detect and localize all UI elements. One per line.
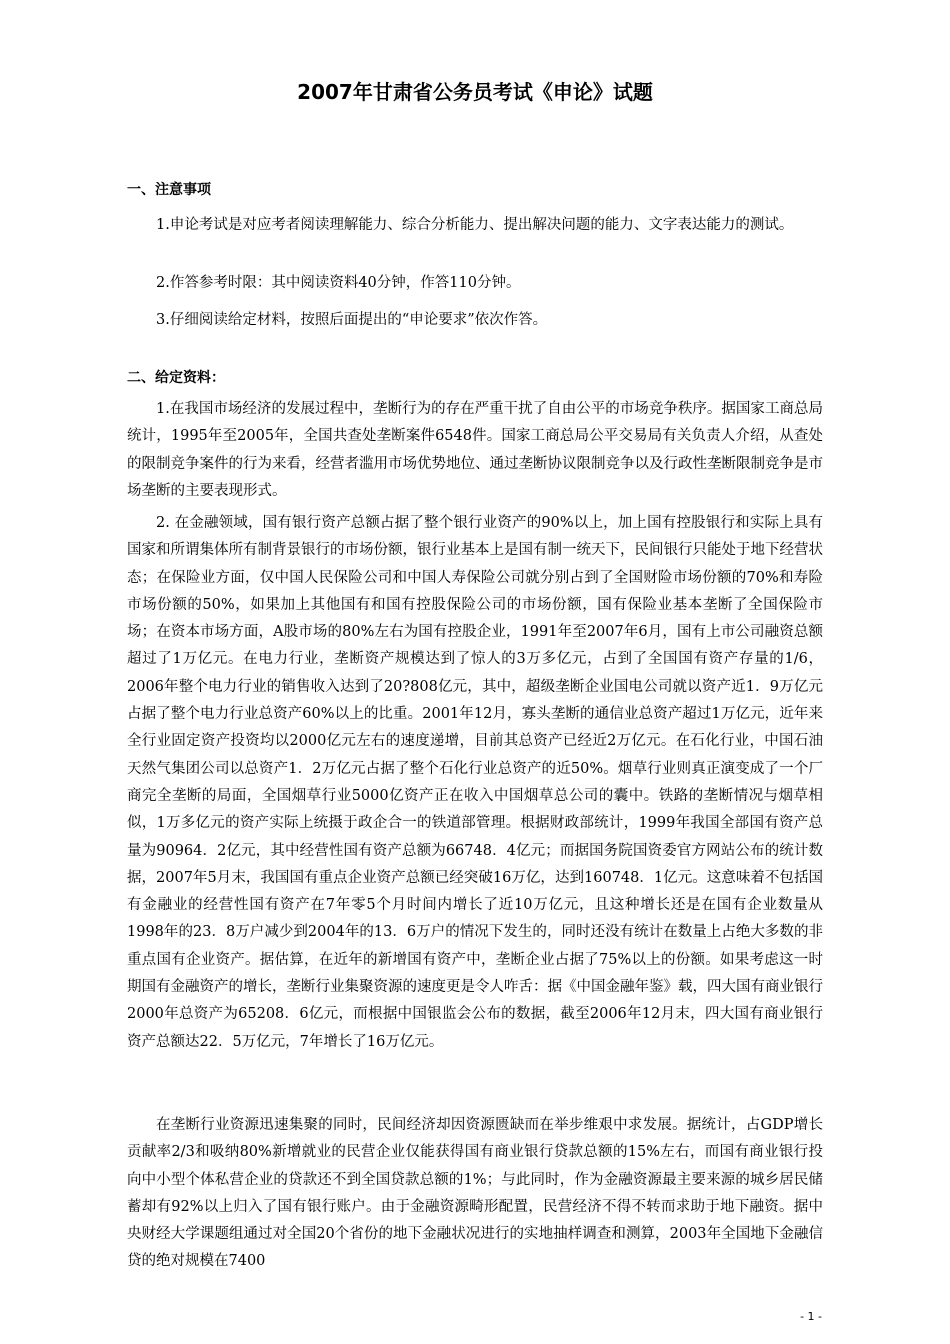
note-item: 3.仔细阅读给定材料，按照后面提出的“申论要求”依次作答。	[156, 312, 548, 328]
material-paragraph: 2. 在金融领域，国有银行资产总额占据了整个银行业资产的90%以上，加上国有控股银行和实际上具有国家和所谓集体所有制背景银行的市场份额，银行业基本上是国有制一统天下，民间银行只能处于地下经营状态；在保险业方面，仅中国人民保险公司和中国人寿保险公司就分别占到了全国财险市场份额的70%和寿险市场份额的50%，如果加上其他国有和国有控股保险公司的市场份额，国有保险业基本垄断了全国保险市场；在资本市场方面，A股市场的80%左右为国有控股企业，1991年至2007年6月，国有上市公司融资总额超过了1万亿元。在电力行业，垄断资产规模达到了惊人的3万多亿元，占到了全国国有资产存量的1/6，2006年整个电力行业的销售收入达到了20?808亿元，其中，超级垄断企业国电公司就以资产近1．9万亿元占据了整个电力行业总资产60%以上的比重。2001年12月，寡头垄断的通信业总资产超过1万亿元，近年来全行业固定资产投资均以2000亿元左右的速度递增，目前其总资产已经近2万亿元。在石化行业，中国石油天然气集团公司以总资产1．2万亿元占据了整个石化行业总资产的近50%。烟草行业则真正演变成了一个厂商完全垄断的局面，全国烟草行业5000亿资产正在收入中国烟草总公司的囊中。铁路的垄断情况与烟草相似，1万多亿元的资产实际上统摄于政企合一的铁道部管理。根据财政部统计，1999年我国全部国有资产总量为90964．2亿元，其中经营性国有资产总额为66748．4亿元；而据国务院国资委官方网站公布的统计数据，2007年5月末，我国国有重点企业资产总额已经突破16万亿，达到160748．1亿元。这意味着不包括国有金融业的经营性国有资产在7年零5个月时间内增长了近10万亿元，且这种增长还是在国有企业数量从1998年的23．8万户减少到2004年的13．6万户的情况下发生的，同时还没有统计在数量上占绝大多数的非重点国有企业资产。据估算，在近年的新增国有资产中，垄断企业占据了75%以上的份额。如果考虑这一时期国有金融资产的增长，垄断行业集聚资源的速度更是令人咋舌：据《中国金融年鉴》载，四大国有商业银行2000年总资产为65208．6亿元，而根据中国银监会公布的数据，截至2006年12月末，四大国有商业银行资产总额达22．5万亿元，7年增长了16万亿元。	[127, 515, 823, 1050]
page-number: - 1 -	[800, 1310, 822, 1323]
materials-heading: 二、给定资料：	[127, 370, 225, 386]
notes-heading: 一、注意事项	[127, 182, 211, 198]
material-paragraph: 在垄断行业资源迅速集聚的同时，民间经济却因资源匮缺而在举步维艰中求发展。据统计，占GDP增长贡献率2/3和吸纳80%新增就业的民营企业仅能获得国有商业银行贷款总额的15%左右，而国有商业银行投向中小型个体私营企业的贷款还不到全国贷款总额的1%；与此同时，作为金融资源最主要来源的城乡居民储蓄却有92%以上归入了国有银行账户。由于金融资源畸形配置，民营经济不得不转而求助于地下融资。据中央财经大学课题组通过对全国20个省份的地下金融状况进行的实地抽样调查和测算，2003年全国地下金融信贷的绝对规模在7400	[127, 1117, 823, 1270]
note-item: 1.申论考试是对应考者阅读理解能力、综合分析能力、提出解决问题的能力、文字表达能力的测试。	[156, 217, 794, 233]
note-item: 2.作答参考时限：其中阅读资料40分钟，作答110分钟。	[156, 275, 521, 291]
document-title: 2007年甘肃省公务员考试《申论》试题	[297, 80, 653, 104]
material-paragraph: 1.在我国市场经济的发展过程中，垄断行为的存在严重干扰了自由公平的市场竞争秩序。据国家工商总局统计，1995年至2005年，全国共查处垄断案件6548件。国家工商总局公平交易局有关负责人介绍，从查处的限制竞争案件的行为来看，经营者滥用市场优势地位、通过垄断协议限制竞争以及行政性垄断限制竞争是市场垄断的主要表现形式。	[127, 401, 823, 499]
